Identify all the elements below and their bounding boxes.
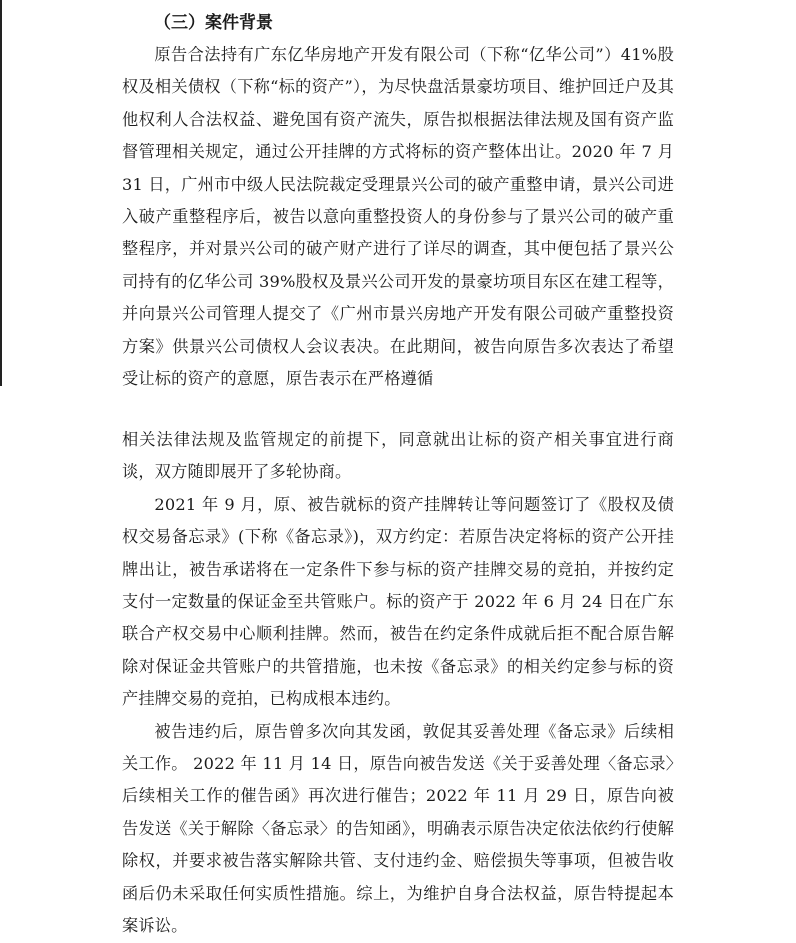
paragraph-case-background: 原告合法持有广东亿华房地产开发有限公司（下称“亿华公司”）41%股权及相关债权（下称“标的资产”），为尽快盘活景豪坊项目、维护回迁户及其他权利人合法权益、避免国有资产流失，原告拟根据法律法规及国有资产监督管理相关规定，通过公开挂牌的方式将标的资产整体出让。2020 年 7 月 31 日，广州市中级人民法院裁定受理景兴公司的破产重整申请，景兴公司进入破产重整程序后，被告以意向重整投资人的身份参与了景兴公司的破产重整程序，并对景兴公司的破产财产进行了详尽的调查，其中便包括了景兴公司持有的亿华公司 39%股权及景兴公司开发的景豪坊项目东区在建工程等，并向景兴公司管理人提交了《广州市景兴房地产开发有限公司破产重整投资方案》供景兴公司债权人会议表决。在此期间，被告向原告多次表达了希望受让标的资产的意愿，原告表示在严格遵循: [122, 45, 674, 389]
text-block-bottom: [122, 424, 674, 943]
section-title: （三）案件背景: [154, 13, 273, 33]
text-block-top: [122, 39, 674, 395]
paragraph-continuation: 相关法律法规及监管规定的前提下，同意就出让标的资产相关事宜进行商谈，双方随即展开了多轮协商。: [122, 430, 674, 482]
paragraph-breach: 被告违约后，原告曾多次向其发函，敦促其妥善处理《备忘录》后续相关工作。 2022 年 11 月 14 日，原告向被告发送《关于妥善处理〈备忘录〉后续相关工作的催告函》再次进行催告；2022 年 11 月 29 日，原告向被告发送《关于解除〈备忘录〉的告知函》，明确表示原告决定依法依约行使解除权，并要求被告落实解除共管、支付违约金、赔偿损失等事项，但被告收函后仍未采取任何实质性措施。综上，为维护自身合法权益，原告特提起本案诉讼。: [122, 721, 674, 936]
paragraph-memorandum: 2021 年 9 月，原、被告就标的资产挂牌转让等问题签订了《股权及债权交易备忘录》(下称《备忘录》)，双方约定：若原告决定将标的资产公开挂牌出让，被告承诺将在一定条件下参与标的资产挂牌交易的竞拍，并按约定支付一定数量的保证金至共管账户。标的资产于 2022 年 6 月 24 日在广东联合产权交易中心顺利挂牌。然而，被告在约定条件成就后拒不配合原告解除对保证金共管账户的共管措施，也未按《备忘录》的相关约定参与标的资产挂牌交易的竞拍，已构成根本违约。: [122, 494, 674, 709]
page-edge-line: [0, 0, 2, 386]
